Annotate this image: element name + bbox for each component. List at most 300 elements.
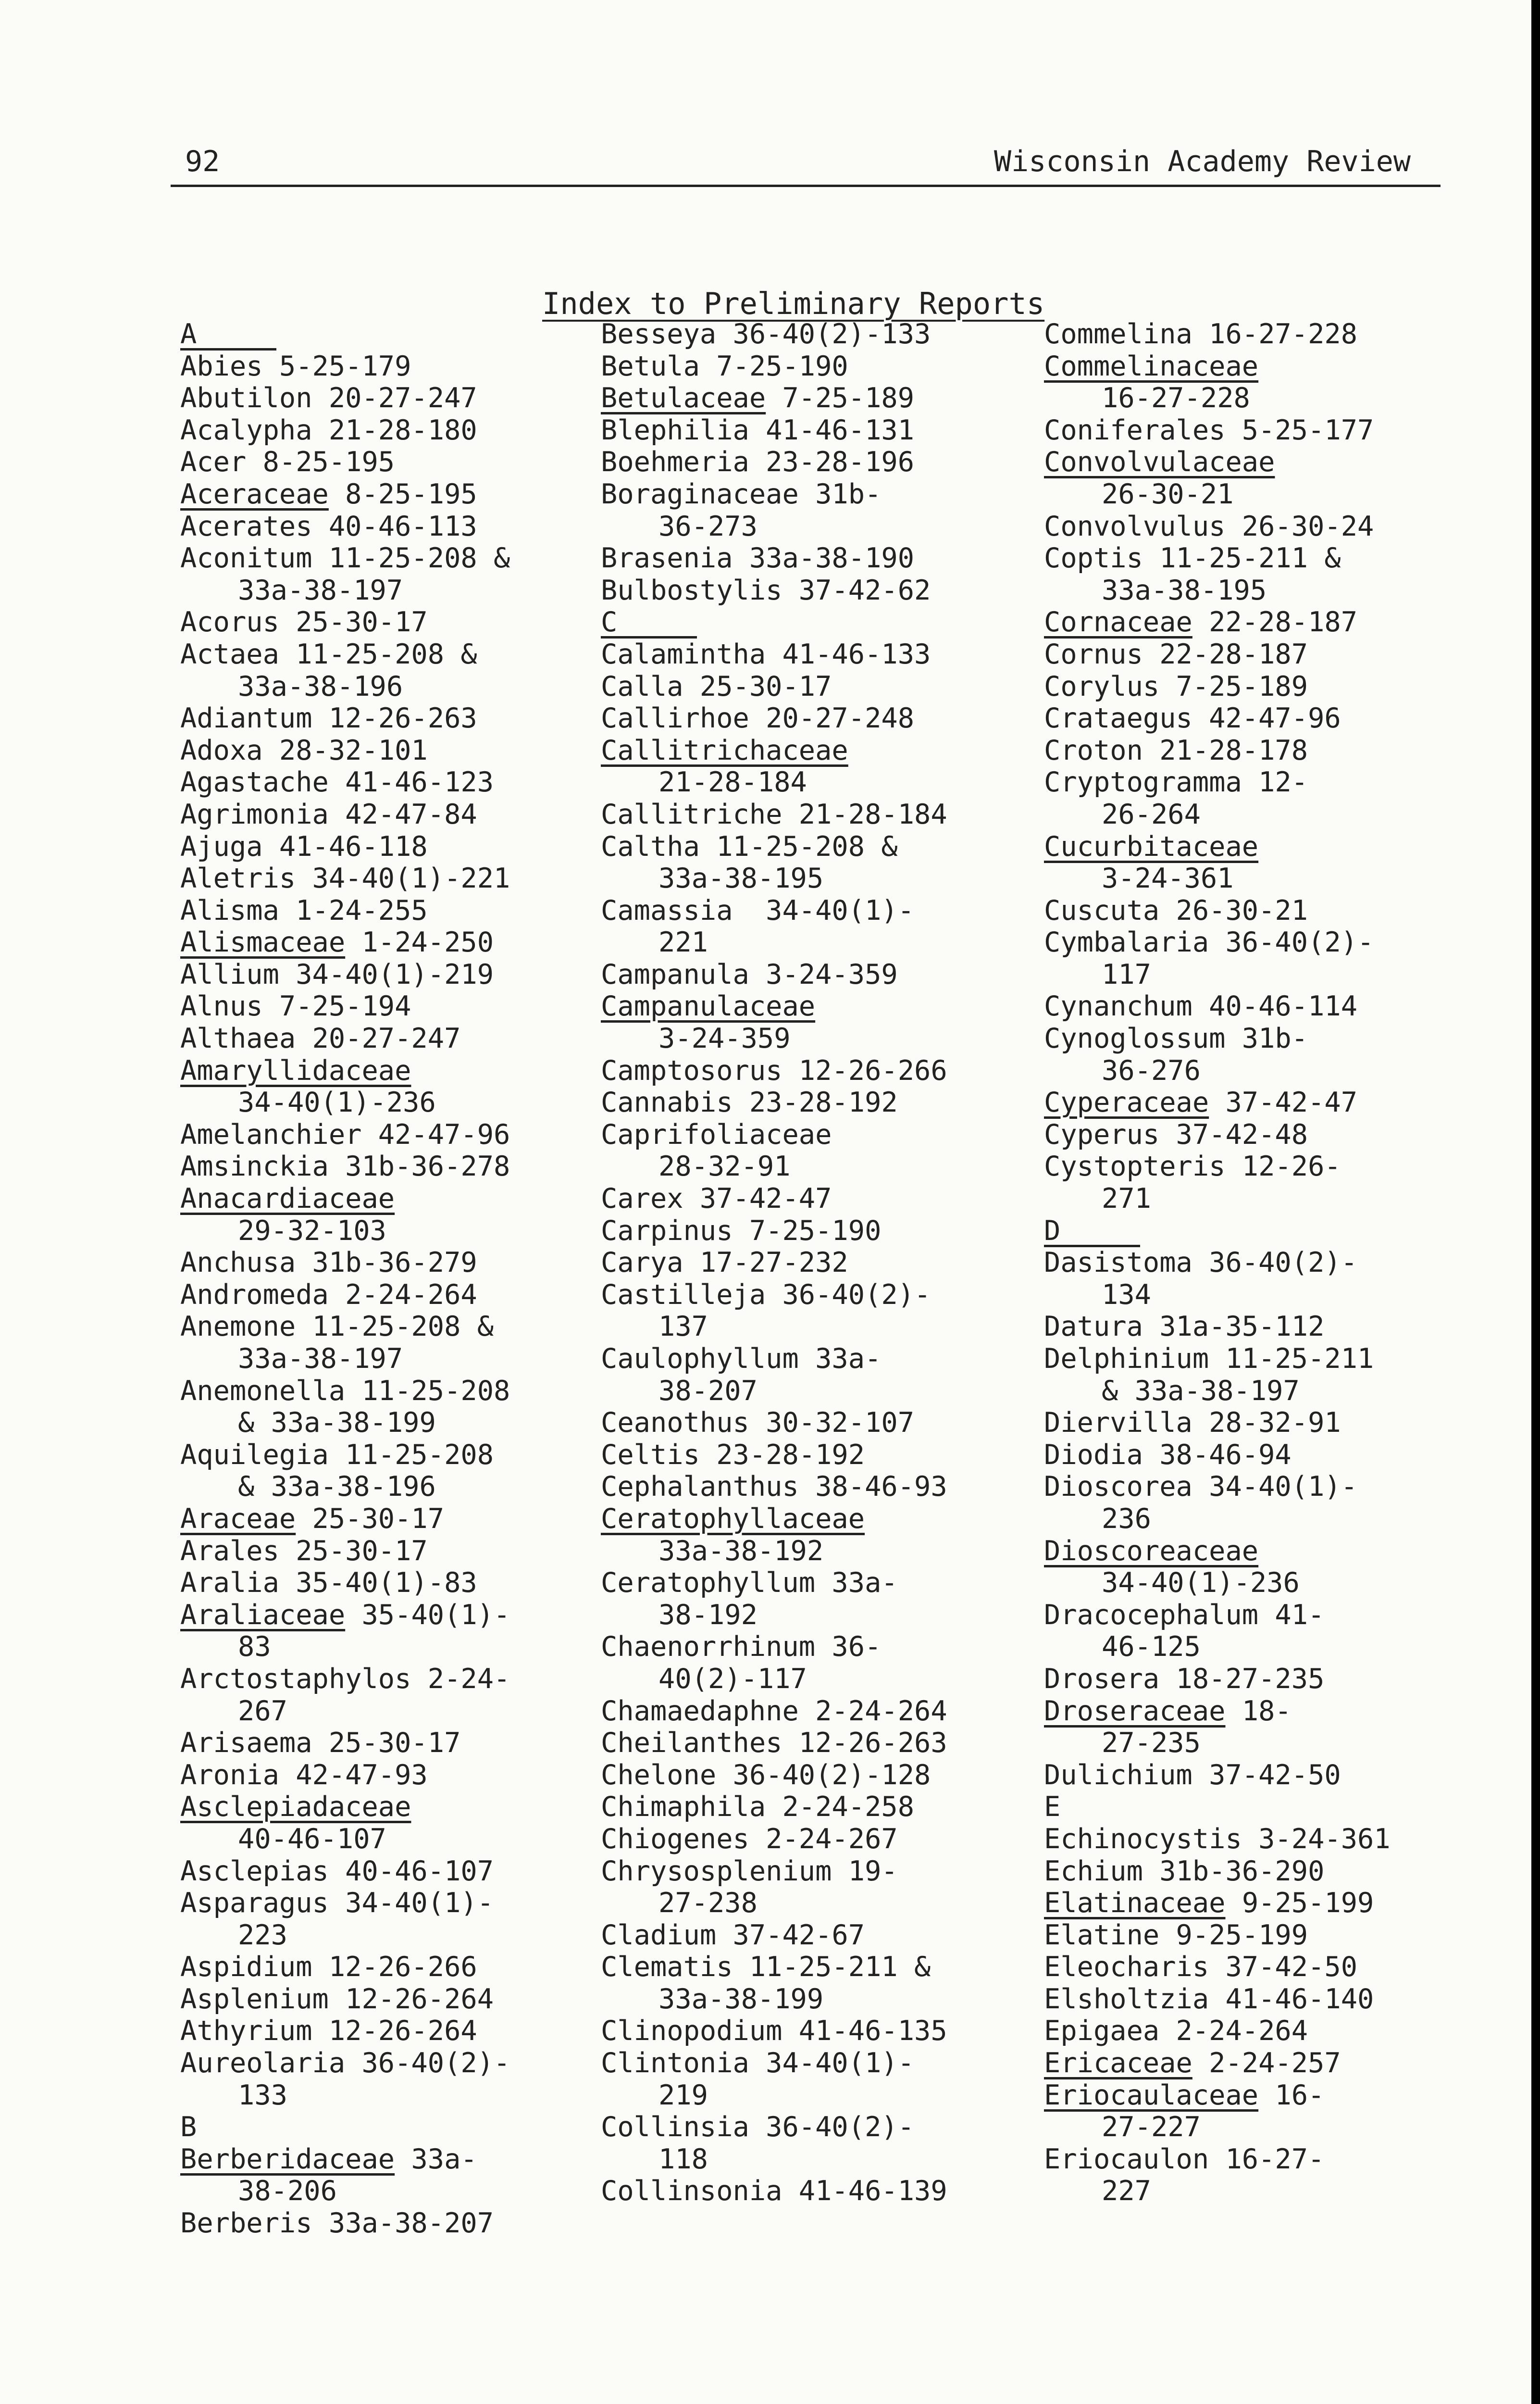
index-entry: [180, 382, 613, 414]
entry-continuation-text: 26-30-21: [1102, 478, 1234, 510]
index-entry-text: Abies 5-25-179: [180, 350, 411, 382]
family-entry: [601, 735, 1033, 767]
entry-continuation: [601, 1983, 1033, 2016]
index-entry: [601, 446, 1033, 478]
entry-continuation: [180, 1215, 613, 1247]
index-entry: [180, 1151, 613, 1183]
index-entry: [180, 766, 613, 799]
entry-continuation: [601, 1663, 1033, 1695]
index-entry-text: Commelina 16-27-228: [1044, 318, 1358, 350]
index-entry: [601, 1087, 1033, 1119]
entry-continuation: [1044, 1567, 1477, 1599]
index-entry: [601, 2015, 1033, 2047]
entry-continuation: [180, 2175, 613, 2207]
family-entry: [180, 1599, 613, 1631]
entry-continuation: [601, 1535, 1033, 1567]
index-entry-text: Chrysosplenium 19-: [601, 1855, 898, 1887]
index-entry-text: Abutilon 20-27-247: [180, 382, 477, 414]
index-entry: [180, 1375, 613, 1407]
index-entry-text: Carya 17-27-232: [601, 1247, 848, 1279]
index-column-1: [180, 318, 613, 2240]
index-entry-text: Corylus 7-25-189: [1044, 670, 1308, 702]
index-entry-text: Collinsonia 41-46-139: [601, 2175, 947, 2207]
entry-continuation-text: 3-24-359: [658, 1023, 791, 1055]
index-entry-text: Boehmeria 23-28-196: [601, 446, 915, 478]
index-column-3: [1044, 318, 1477, 2207]
index-entry: [180, 1663, 613, 1695]
index-entry: [180, 2207, 613, 2240]
index-entry-text: Ceratophyllum 33a-: [601, 1567, 898, 1599]
index-entry: [180, 1119, 613, 1151]
index-entry: [180, 1887, 613, 1919]
index-entry-text: Berberis 33a-38-207: [180, 2207, 494, 2240]
index-entry-text: Callirhoe 20-27-248: [601, 702, 915, 735]
entry-continuation-text: 134: [1102, 1278, 1151, 1311]
index-entry-text: Caltha 11-25-208 &: [601, 830, 898, 863]
section-letter: [180, 2111, 613, 2143]
index-entry: [180, 1439, 613, 1471]
index-entry: [1044, 1759, 1477, 1791]
index-entry: [601, 671, 1033, 703]
entry-reference: 7-25-189: [766, 382, 915, 414]
entry-continuation: [1044, 1727, 1477, 1759]
entry-continuation: [1044, 478, 1477, 511]
family-name: Convolvulaceae: [1044, 446, 1275, 478]
entry-continuation-text: 83: [238, 1631, 271, 1663]
entry-continuation-text: 38-206: [238, 2175, 337, 2207]
entry-continuation: [601, 1311, 1033, 1343]
index-entry: [1044, 1599, 1477, 1631]
entry-continuation-text: 33a-38-195: [1102, 574, 1267, 606]
index-entry-text: Allium 34-40(1)-219: [180, 958, 494, 990]
index-entry: [180, 799, 613, 831]
index-column-2: [601, 318, 1033, 2207]
entry-continuation: [180, 1343, 613, 1375]
family-name: Cornaceae: [1044, 606, 1192, 639]
entry-continuation: [180, 1471, 613, 1503]
entry-continuation: [180, 1407, 613, 1439]
index-entry-text: Chiogenes 2-24-267: [601, 1823, 898, 1855]
entry-continuation: [601, 766, 1033, 799]
entry-continuation: [601, 1151, 1033, 1183]
entry-continuation: [1044, 2111, 1477, 2143]
section-letter: [1044, 1215, 1477, 1247]
index-entry-text: Callitriche 21-28-184: [601, 798, 947, 830]
index-entry: [180, 639, 613, 671]
family-name: Alismaceae: [180, 927, 346, 959]
entry-continuation: [1044, 1503, 1477, 1535]
index-entry: [180, 2047, 613, 2079]
index-entry-text: Crataegus 42-47-96: [1044, 702, 1341, 735]
index-entry: [601, 959, 1033, 991]
page-number: 92: [185, 145, 220, 178]
family-name: Araceae: [180, 1502, 296, 1535]
family-entry: [1044, 831, 1477, 863]
entry-continuation: [601, 511, 1033, 543]
family-name: Dioscoreaceae: [1044, 1535, 1259, 1567]
index-entry-text: Dasistoma 36-40(2)-: [1044, 1247, 1358, 1279]
entry-continuation-text: 16-27-228: [1102, 382, 1250, 414]
index-entry: [180, 1855, 613, 1888]
entry-continuation-text: 271: [1102, 1183, 1151, 1215]
index-entry: [180, 1759, 613, 1791]
index-entry-text: Coniferales 5-25-177: [1044, 414, 1374, 446]
index-entry-text: Eleocharis 37-42-50: [1044, 1951, 1358, 1983]
family-entry: [1044, 1535, 1477, 1567]
index-entry: [1044, 1151, 1477, 1183]
index-entry-text: Acalypha 21-28-180: [180, 414, 477, 446]
index-entry-text: Athyrium 12-26-264: [180, 2015, 477, 2047]
entry-continuation: [180, 1919, 613, 1952]
entry-continuation-text: 3-24-361: [1102, 863, 1234, 895]
index-entry: [1044, 1023, 1477, 1055]
index-entry: [601, 1823, 1033, 1855]
index-entry-text: Cornus 22-28-187: [1044, 638, 1308, 670]
index-entry: [180, 863, 613, 895]
index-entry-text: Arctostaphylos 2-24-: [180, 1663, 510, 1695]
index-entry: [601, 1727, 1033, 1759]
index-entry-text: Ajuga 41-46-118: [180, 830, 428, 863]
entry-reference: 35-40(1)-: [345, 1599, 510, 1631]
index-entry: [180, 351, 613, 383]
entry-continuation: [601, 1599, 1033, 1631]
index-entry: [180, 542, 613, 575]
entry-reference: 37-42-47: [1209, 1087, 1358, 1119]
entry-continuation-text: 36-273: [658, 510, 758, 542]
index-entry: [1044, 1919, 1477, 1952]
index-entry-text: Echium 31b-36-290: [1044, 1855, 1325, 1887]
entry-continuation: [180, 671, 613, 703]
index-entry: [180, 959, 613, 991]
index-entry: [1044, 1343, 1477, 1375]
entry-continuation-text: 29-32-103: [238, 1215, 386, 1247]
entry-continuation-text: 28-32-91: [658, 1151, 791, 1183]
entry-continuation-text: 33a-38-197: [238, 574, 403, 606]
entry-continuation: [1044, 1183, 1477, 1215]
entry-continuation: [1044, 382, 1477, 414]
index-entry: [601, 1855, 1033, 1888]
index-entry-text: Campanula 3-24-359: [601, 958, 898, 990]
index-entry: [1044, 511, 1477, 543]
entry-continuation-text: 40-46-107: [238, 1823, 386, 1855]
entry-continuation: [1044, 1375, 1477, 1407]
index-entry: [1044, 735, 1477, 767]
index-entry: [601, 895, 1033, 927]
family-name: Cucurbitaceae: [1044, 830, 1259, 863]
index-entry: [601, 318, 1033, 351]
index-entry-text: Camptosorus 12-26-266: [601, 1054, 947, 1087]
index-entry: [601, 1407, 1033, 1439]
index-entry: [1044, 414, 1477, 447]
index-entry: [1044, 702, 1477, 735]
index-entry-text: Acer 8-25-195: [180, 446, 395, 478]
index-entry: [601, 414, 1033, 447]
index-entry-text: Asparagus 34-40(1)-: [180, 1887, 494, 1919]
index-entry: [180, 511, 613, 543]
index-entry-text: Agrimonia 42-47-84: [180, 798, 477, 830]
entry-reference: 33a-: [395, 2143, 477, 2175]
index-entry: [180, 702, 613, 735]
index-entry-text: Calamintha 41-46-133: [601, 638, 931, 670]
index-entry: [601, 1951, 1033, 1983]
family-entry: [1044, 2079, 1477, 2112]
family-entry: [180, 2143, 613, 2176]
entry-continuation-text: 236: [1102, 1502, 1151, 1535]
index-entry: [1044, 671, 1477, 703]
index-entry: [1044, 639, 1477, 671]
index-entry-text: Clintonia 34-40(1)-: [601, 2047, 915, 2079]
index-title: Index to Preliminary Reports: [542, 286, 1045, 321]
index-entry-text: Delphinium 11-25-211: [1044, 1343, 1374, 1375]
family-entry: [1044, 1087, 1477, 1119]
index-entry: [601, 1759, 1033, 1791]
index-entry: [601, 351, 1033, 383]
index-entry: [180, 414, 613, 447]
index-entry: [601, 1471, 1033, 1503]
entry-continuation-text: & 33a-38-199: [238, 1407, 436, 1439]
entry-continuation: [180, 1695, 613, 1728]
index-entry-text: Chimaphila 2-24-258: [601, 1791, 915, 1823]
index-entry: [1044, 1247, 1477, 1279]
entry-continuation-text: 36-276: [1102, 1054, 1201, 1087]
index-entry-text: Carex 37-42-47: [601, 1183, 832, 1215]
entry-continuation-text: 40(2)-117: [658, 1663, 807, 1695]
index-entry-text: Aralia 35-40(1)-83: [180, 1567, 477, 1599]
entry-continuation: [1044, 959, 1477, 991]
index-entry-text: Bulbostylis 37-42-62: [601, 574, 931, 606]
index-entry-text: Elsholtzia 41-46-140: [1044, 1983, 1374, 2015]
index-entry: [1044, 1119, 1477, 1151]
index-entry-text: Agastache 41-46-123: [180, 766, 494, 799]
family-entry: [601, 1503, 1033, 1535]
entry-continuation: [1044, 863, 1477, 895]
section-letter-text: E: [1044, 1791, 1061, 1823]
index-entry-text: Aconitum 11-25-208 &: [180, 542, 510, 575]
index-entry-text: Eriocaulon 16-27-: [1044, 2143, 1325, 2175]
index-entry: [180, 895, 613, 927]
family-name: Berberidaceae: [180, 2143, 395, 2175]
index-entry-text: Castilleja 36-40(2)-: [601, 1278, 931, 1311]
index-entry-text: Althaea 20-27-247: [180, 1023, 461, 1055]
index-entry-text: Andromeda 2-24-264: [180, 1278, 477, 1311]
index-entry-text: Caprifoliaceae: [601, 1118, 832, 1151]
index-entry: [1044, 2015, 1477, 2047]
entry-continuation: [601, 1023, 1033, 1055]
index-entry-text: Cladium 37-42-67: [601, 1919, 865, 1951]
index-entry-text: Boraginaceae 31b-: [601, 478, 882, 510]
family-entry: [601, 990, 1033, 1023]
index-entry-text: Echinocystis 3-24-361: [1044, 1823, 1391, 1855]
index-entry-text: Cephalanthus 38-46-93: [601, 1471, 947, 1503]
entry-continuation-text: 38-207: [658, 1375, 758, 1407]
entry-continuation: [601, 863, 1033, 895]
entry-continuation-text: 118: [658, 2143, 708, 2175]
index-entry: [601, 1247, 1033, 1279]
index-entry: [601, 1631, 1033, 1663]
index-entry-text: Arisaema 25-30-17: [180, 1727, 461, 1759]
index-entry: [180, 1983, 613, 2016]
index-entry-text: Aletris 34-40(1)-221: [180, 863, 510, 895]
entry-continuation-text: 137: [658, 1311, 708, 1343]
index-entry-text: Cynanchum 40-46-114: [1044, 990, 1358, 1023]
entry-continuation-text: 227: [1102, 2175, 1151, 2207]
index-entry: [180, 1951, 613, 1983]
index-entry-text: Ceanothus 30-32-107: [601, 1407, 915, 1439]
index-entry-text: Collinsia 36-40(2)-: [601, 2111, 915, 2143]
family-entry: [180, 1503, 613, 1535]
index-entry-text: Camassia 34-40(1)-: [601, 894, 915, 927]
index-entry-text: Dioscorea 34-40(1)-: [1044, 1471, 1358, 1503]
index-entry: [601, 1919, 1033, 1952]
index-entry-text: Adiantum 12-26-263: [180, 702, 477, 735]
entry-continuation: [601, 1375, 1033, 1407]
index-entry: [601, 2175, 1033, 2207]
index-entry-text: Betula 7-25-190: [601, 350, 848, 382]
entry-continuation: [1044, 575, 1477, 607]
index-entry-text: Chelone 36-40(2)-128: [601, 1759, 931, 1791]
index-entry-text: Elatine 9-25-199: [1044, 1919, 1308, 1951]
entry-continuation: [180, 2079, 613, 2112]
index-entry-text: Cryptogramma 12-: [1044, 766, 1308, 799]
index-entry: [601, 1183, 1033, 1215]
section-letter: [601, 606, 1033, 639]
index-entry: [601, 1215, 1033, 1247]
entry-continuation: [601, 1887, 1033, 1919]
entry-continuation: [1044, 2175, 1477, 2207]
index-entry: [1044, 1311, 1477, 1343]
index-entry: [1044, 1439, 1477, 1471]
journal-title: Wisconsin Academy Review: [994, 145, 1411, 178]
index-entry-text: Datura 31a-35-112: [1044, 1311, 1325, 1343]
index-entry-text: Besseya 36-40(2)-133: [601, 318, 931, 350]
index-entry: [180, 2015, 613, 2047]
index-entry: [601, 2047, 1033, 2079]
index-entry-text: Amsinckia 31b-36-278: [180, 1151, 510, 1183]
index-entry-text: Diervilla 28-32-91: [1044, 1407, 1341, 1439]
entry-continuation: [1044, 1279, 1477, 1311]
index-entry: [601, 478, 1033, 511]
index-entry: [180, 831, 613, 863]
index-entry: [601, 1791, 1033, 1823]
family-entry: [601, 382, 1033, 414]
family-name: Aceraceae: [180, 478, 329, 510]
index-entry-text: Cymbalaria 36-40(2)-: [1044, 927, 1374, 959]
index-entry-text: Convolvulus 26-30-24: [1044, 510, 1374, 542]
index-entry: [1044, 927, 1477, 959]
index-entry-text: Alnus 7-25-194: [180, 990, 411, 1023]
entry-continuation: [180, 575, 613, 607]
index-entry: [180, 735, 613, 767]
index-entry-text: Croton 21-28-178: [1044, 734, 1308, 766]
family-name: Betulaceae: [601, 382, 766, 414]
index-entry: [601, 799, 1033, 831]
index-entry: [180, 606, 613, 639]
index-entry: [180, 1311, 613, 1343]
entry-continuation-text: 27-227: [1102, 2111, 1201, 2143]
entry-continuation-text: 27-235: [1102, 1727, 1201, 1759]
entry-reference: 9-25-199: [1225, 1887, 1374, 1919]
family-name: Campanulaceae: [601, 990, 816, 1023]
entry-continuation: [180, 1087, 613, 1119]
index-entry: [1044, 1407, 1477, 1439]
entry-reference: 25-30-17: [296, 1502, 445, 1535]
index-entry: [180, 1279, 613, 1311]
family-entry: [1044, 1695, 1477, 1728]
index-entry-text: Aronia 42-47-93: [180, 1759, 428, 1791]
index-entry-text: Arales 25-30-17: [180, 1535, 428, 1567]
entry-continuation-text: 33a-38-197: [238, 1343, 403, 1375]
index-entry-text: Anemone 11-25-208 &: [180, 1311, 494, 1343]
index-entry-text: Adoxa 28-32-101: [180, 734, 428, 766]
index-entry-text: Chamaedaphne 2-24-264: [601, 1695, 947, 1727]
entry-continuation-text: 33a-38-196: [238, 670, 403, 702]
entry-continuation: [601, 927, 1033, 959]
entry-continuation-text: 133: [238, 2079, 287, 2111]
entry-continuation-text: 21-28-184: [658, 766, 807, 799]
family-entry: [180, 1791, 613, 1823]
entry-continuation-text: 46-125: [1102, 1631, 1201, 1663]
entry-reference: 18-: [1225, 1695, 1292, 1727]
family-name: Araliaceae: [180, 1599, 346, 1631]
index-entry: [180, 1023, 613, 1055]
index-entry: [601, 575, 1033, 607]
family-name: Elatinaceae: [1044, 1887, 1226, 1919]
family-name: Amaryllidaceae: [180, 1054, 411, 1087]
index-entry-text: Caulophyllum 33a-: [601, 1343, 882, 1375]
index-entry: [1044, 1855, 1477, 1888]
index-entry-text: Diodia 38-46-94: [1044, 1439, 1292, 1471]
index-entry: [180, 1535, 613, 1567]
index-entry-text: Epigaea 2-24-264: [1044, 2015, 1308, 2047]
entry-continuation-text: 33a-38-192: [658, 1535, 824, 1567]
index-entry: [180, 1247, 613, 1279]
family-name: Ceratophyllaceae: [601, 1502, 865, 1535]
index-entry-text: Clinopodium 41-46-135: [601, 2015, 947, 2047]
index-entry: [1044, 1471, 1477, 1503]
index-entry-text: Amelanchier 42-47-96: [180, 1118, 510, 1151]
index-entry: [601, 1055, 1033, 1087]
index-entry-text: Cynoglossum 31b-: [1044, 1023, 1308, 1055]
family-name: Ericaceae: [1044, 2047, 1192, 2079]
family-entry: [1044, 446, 1477, 478]
section-letter: [1044, 1791, 1477, 1823]
index-entry: [1044, 990, 1477, 1023]
index-entry: [601, 2111, 1033, 2143]
index-entry-text: Chaenorrhinum 36-: [601, 1631, 882, 1663]
section-letter-text: A: [180, 320, 276, 351]
index-entry: [601, 639, 1033, 671]
index-entry: [180, 446, 613, 478]
entry-continuation: [1044, 1631, 1477, 1663]
index-entry-text: Actaea 11-25-208 &: [180, 638, 477, 670]
index-entry-text: Dracocephalum 41-: [1044, 1599, 1325, 1631]
entry-reference: 8-25-195: [328, 478, 477, 510]
index-entry: [180, 1727, 613, 1759]
index-entry-text: Carpinus 7-25-190: [601, 1215, 882, 1247]
index-entry-text: Acerates 40-46-113: [180, 510, 477, 542]
family-entry: [1044, 2047, 1477, 2079]
entry-continuation-text: 26-264: [1102, 798, 1201, 830]
index-entry: [1044, 895, 1477, 927]
index-entry: [1044, 1983, 1477, 2016]
entry-continuation-text: 117: [1102, 958, 1151, 990]
index-entry-text: Cheilanthes 12-26-263: [601, 1727, 947, 1759]
family-name: Cyperaceae: [1044, 1087, 1209, 1119]
index-entry-text: Anemonella 11-25-208: [180, 1375, 510, 1407]
family-entry: [1044, 1887, 1477, 1919]
entry-continuation-text: 267: [238, 1695, 287, 1727]
entry-continuation-text: 33a-38-195: [658, 863, 824, 895]
